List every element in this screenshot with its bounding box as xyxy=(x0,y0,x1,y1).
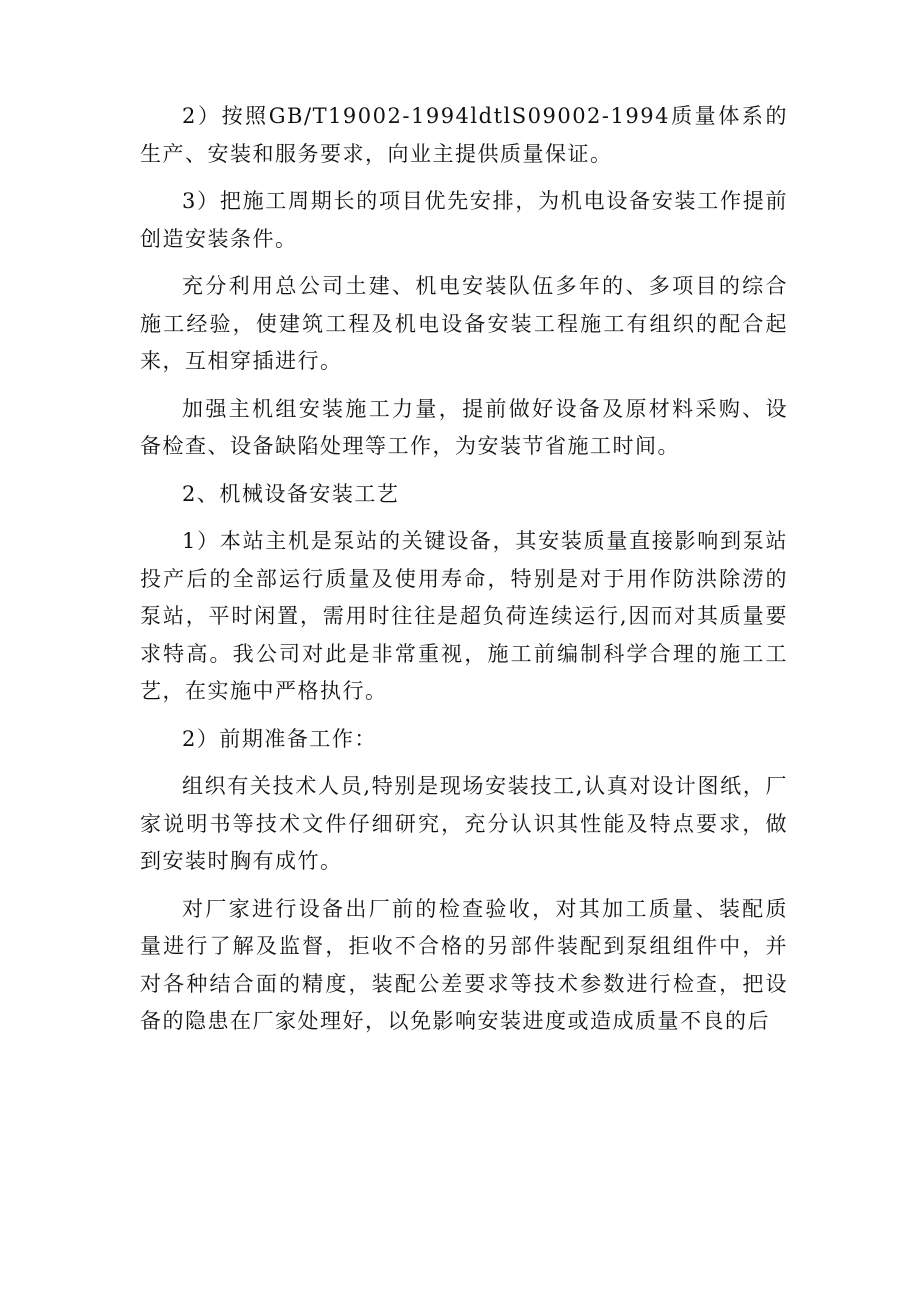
subheading-preparation-work: 2）前期准备工作： xyxy=(182,726,377,751)
paragraph-main-unit-importance: 1）本站主机是泵站的关键设备，其安装质量直接影响到泵站投产后的全部运行质量及使用寿命，特别是对于用作防洪除涝的泵站，平时闲置，需用时往往是超负荷连续运行,因而对其质量要求特高。我公司对此是非常重视，施工前编制科学合理的施工工艺，在实施中严格执行。 xyxy=(140,529,788,703)
paragraph-factory-inspection: 对厂家进行设备出厂前的检查验收，对其加工质量、装配质量进行了解及监督，拒收不合格的另部件装配到泵组组件中，并对各种结合面的精度，装配公差要求等技术参数进行检查，把设备的隐患在厂家处理好，以免影响安装进度或造成质量不良的后 xyxy=(140,896,788,1033)
paragraph-priority-scheduling: 3）把施工周期长的项目优先安排，为机电设备安装工作提前创造安装条件。 xyxy=(140,189,788,251)
document-body xyxy=(140,98,788,1051)
paragraph-organize-technicians: 组织有关技术人员,特别是现场安装技工,认真对设计图纸，厂家说明书等技术文件仔细研究，充分认识其性能及特点要求，做到安装时胸有成竹。 xyxy=(140,774,788,873)
paragraph-quality-system: 2）按照GB/T19002-1994ldtlS09002-1994质量体系的生产、安装和服务要求，向业主提供质量保证。 xyxy=(140,104,788,166)
paragraph-construction-experience: 充分利用总公司土建、机电安装队伍多年的、多项目的综合施工经验，使建筑工程及机电设备安装工程施工有组织的配合起来，互相穿插进行。 xyxy=(140,274,788,373)
section-heading-installation-process: 2、机械设备安装工艺 xyxy=(182,481,400,506)
paragraph-strengthen-installation: 加强主机组安装施工力量，提前做好设备及原材料采购、设备检查、设备缺陷处理等工作，为安装节省施工时间。 xyxy=(140,396,788,458)
